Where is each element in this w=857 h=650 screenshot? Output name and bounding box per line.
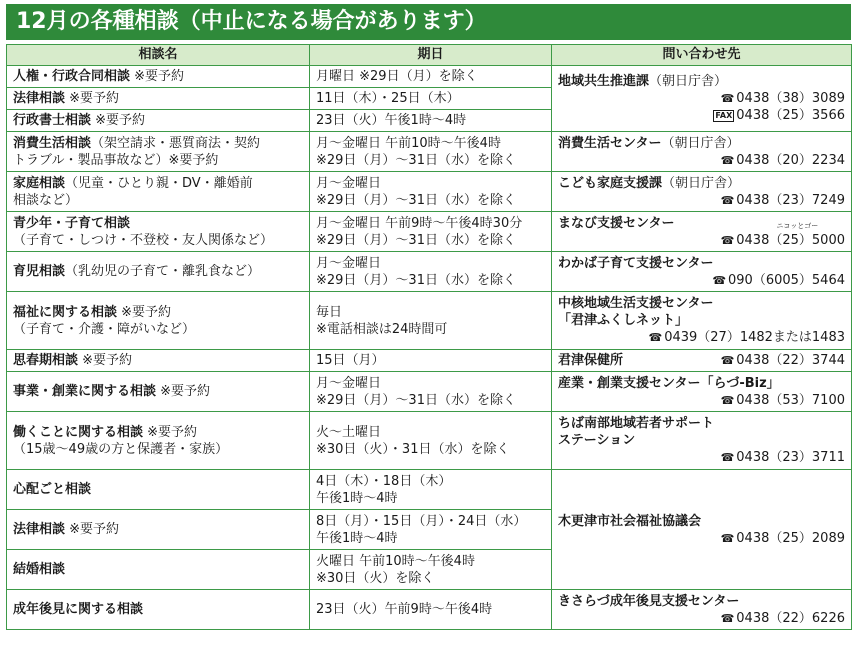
phone-icon: ☎ <box>720 354 735 367</box>
contact-cell: 木更津市社会福祉協議会 ☎ 0438（25）2089 <box>552 470 852 590</box>
phone-number: ☎ 0438（53）7100 <box>720 392 845 408</box>
consultation-table <box>6 44 852 630</box>
consult-name: 家庭相談（児童・ひとり親・DV・離婚前 相談など） <box>7 172 310 212</box>
contact-cell: まなび支援センター ☎ 0438（ ニコッとゴー 25）5000 <box>552 212 852 252</box>
contact-cell: 中核地域生活支援センター 「君津ふくしネット」 ☎ 0439（27）1482または1483 <box>552 292 852 350</box>
consult-date: 月曜日 ※29日（月）を除く <box>310 66 552 88</box>
consult-name: 思春期相談 ※要予約 <box>7 350 310 372</box>
phone-number: ☎ 090（6005）5464 <box>712 272 845 288</box>
consult-name: 法律相談 ※要予約 <box>7 510 310 550</box>
contact-cell: こども家庭支援課（朝日庁舎） ☎ 0438（23）7249 <box>552 172 852 212</box>
contact-cell: 産業・創業支援センター「らづ-Biz」 ☎ 0438（53）7100 <box>552 372 852 412</box>
phone-number: ☎ 0438（23）3711 <box>720 450 845 465</box>
phone-number: ☎ 0438（38）3089 <box>720 91 845 106</box>
header-contact: 問い合わせ先 <box>552 45 852 66</box>
phone-icon: ☎ <box>720 531 735 545</box>
fax-number: FAX 0438（25）3566 <box>715 108 845 123</box>
consult-name: 結婚相談 <box>7 550 310 590</box>
phone-icon: ☎ <box>720 233 735 247</box>
consult-date: 月～金曜日 午前9時～午後4時30分 ※29日（月）～31日（水）を除く <box>310 212 552 252</box>
phone-icon: ☎ <box>720 92 735 105</box>
table-row <box>7 470 852 510</box>
phone-icon: ☎ <box>720 451 735 464</box>
table-row <box>7 66 852 88</box>
phone-number: ☎ 0438（ ニコッとゴー 25）5000 <box>720 221 845 248</box>
table-row <box>7 252 852 292</box>
consult-date: 11日（木）・25日（木） <box>310 88 552 110</box>
consult-date: 火～土曜日 ※30日（火）・31日（水）を除く <box>310 412 552 470</box>
table-header-row <box>7 45 852 66</box>
consult-name: 働くことに関する相談 ※要予約 （15歳～49歳の方と保護者・家族） <box>7 412 310 470</box>
phone-icon: ☎ <box>712 273 727 287</box>
phone-number: ☎ 0438（22）6226 <box>720 610 845 626</box>
contact-cell: 消費生活センター（朝日庁舎） ☎ 0438（20）2234 <box>552 132 852 172</box>
consult-name: 心配ごと相談 <box>7 470 310 510</box>
table-row <box>7 292 852 350</box>
table-row <box>7 412 852 470</box>
contact-cell: わかば子育て支援センター ☎ 090（6005）5464 <box>552 252 852 292</box>
consult-name: 人権・行政合同相談 ※要予約 <box>7 66 310 88</box>
phone-number: ☎ 0438（23）7249 <box>720 192 845 208</box>
table-row <box>7 590 852 630</box>
contact-cell: きさらづ成年後見支援センター ☎ 0438（22）6226 <box>552 590 852 630</box>
consult-date: 4日（木）・18日（木） 午後1時～4時 <box>310 470 552 510</box>
table-row <box>7 350 852 372</box>
table-row <box>7 172 852 212</box>
phone-icon: ☎ <box>720 153 735 167</box>
consult-date: 8日（月）・15日（月）・24日（水） 午後1時～4時 <box>310 510 552 550</box>
phone-number: ☎ 0439（27）1482または1483 <box>648 330 845 345</box>
phone-icon: ☎ <box>720 193 735 207</box>
phone-number: ☎ 0438（22）3744 <box>720 353 845 368</box>
contact-cell: ちば南部地域若者サポート ステーション ☎ 0438（23）3711 <box>552 412 852 470</box>
consult-date: 毎日 ※電話相談は24時間可 <box>310 292 552 350</box>
consult-date: 15日（月） <box>310 350 552 372</box>
table-row <box>7 132 852 172</box>
consult-name: 行政書士相談 ※要予約 <box>7 110 310 132</box>
contact-cell: 地域共生推進課（朝日庁舎） ☎ 0438（38）3089 FAX 0438（25）3566 <box>552 66 852 132</box>
phone-icon: ☎ <box>720 611 735 625</box>
consult-name: 事業・創業に関する相談 ※要予約 <box>7 372 310 412</box>
consult-name: 成年後見に関する相談 <box>7 590 310 630</box>
table-row <box>7 212 852 252</box>
phone-icon: ☎ <box>648 331 663 344</box>
header-name: 相談名 <box>7 45 310 66</box>
phone-number: ☎ 0438（20）2234 <box>720 152 845 168</box>
fax-icon: FAX <box>715 111 733 120</box>
consult-name: 育児相談（乳幼児の子育て・離乳食など） <box>7 252 310 292</box>
consult-date: 月～金曜日 ※29日（月）～31日（水）を除く <box>310 172 552 212</box>
consult-date: 月～金曜日 午前10時～午後4時 ※29日（月）～31日（水）を除く <box>310 132 552 172</box>
ruby-annotation: ニコッとゴー <box>776 221 819 230</box>
consult-name: 消費生活相談（架空請求・悪質商法・契約 トラブル・製品事故など）※要予約 <box>7 132 310 172</box>
consult-date: 月～金曜日 ※29日（月）～31日（水）を除く <box>310 252 552 292</box>
consult-date: 23日（火）午前9時～午後4時 <box>310 590 552 630</box>
consult-date: 23日（火）午後1時～4時 <box>310 110 552 132</box>
header-date: 期日 <box>310 45 552 66</box>
consult-date: 火曜日 午前10時～午後4時 ※30日（火）を除く <box>310 550 552 590</box>
table-row <box>7 372 852 412</box>
phone-number: ☎ 0438（25）2089 <box>720 530 845 546</box>
contact-cell: 君津保健所 ☎ 0438（22）3744 <box>552 350 852 372</box>
consult-name: 法律相談 ※要予約 <box>7 88 310 110</box>
phone-icon: ☎ <box>720 393 735 407</box>
consult-name: 青少年・子育て相談 （子育て・しつけ・不登校・友人関係など） <box>7 212 310 252</box>
consult-date: 月～金曜日 ※29日（月）～31日（水）を除く <box>310 372 552 412</box>
consult-name: 福祉に関する相談 ※要予約 （子育て・介護・障がいなど） <box>7 292 310 350</box>
page-title: 12月の各種相談（中止になる場合があります） <box>6 4 851 40</box>
